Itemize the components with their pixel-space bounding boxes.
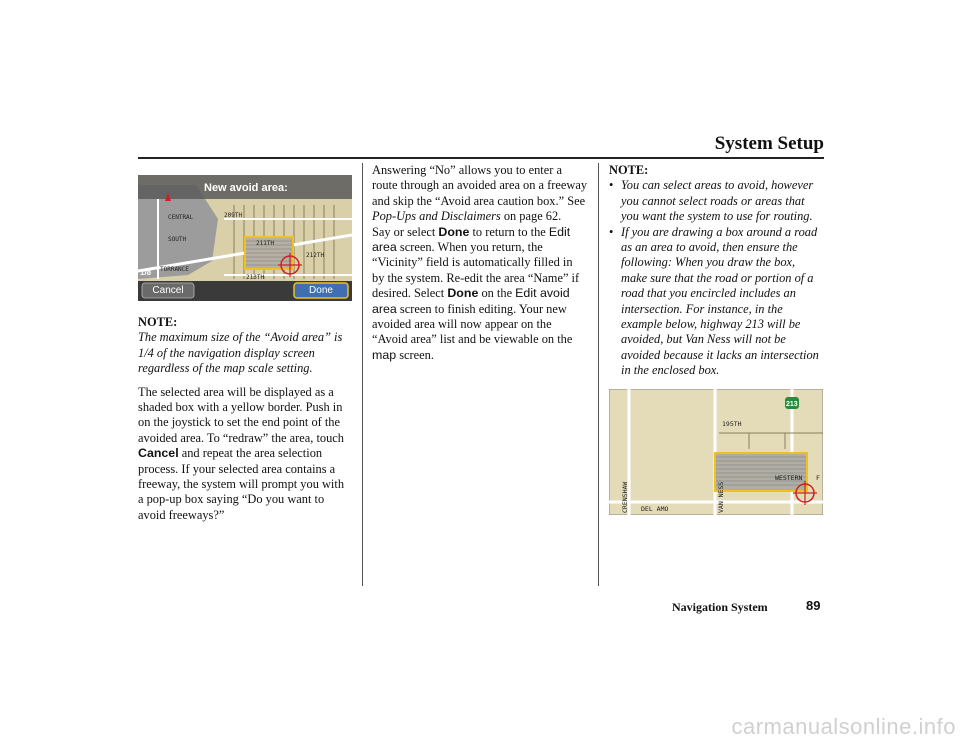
screen-title: New avoid area: bbox=[204, 182, 288, 194]
text: Answering “No” allows you to enter a route through an avoided area on a freeway and skip the “Avoid area caution box.” See bbox=[372, 163, 588, 208]
text: Say or select bbox=[372, 224, 439, 239]
text: The selected area will be displayed as a shaded box with a yellow border. Push in on the joystick to set the end point of the avoided area. To “redraw” the area, touch bbox=[138, 384, 344, 445]
cancel-label: Cancel bbox=[138, 446, 179, 461]
done-label: Done bbox=[447, 286, 479, 301]
column-3 bbox=[609, 163, 823, 379]
text: on the bbox=[478, 286, 516, 301]
street-label: 212TH bbox=[306, 252, 325, 259]
street-label: F bbox=[816, 474, 820, 482]
street-label: DEL AMO bbox=[641, 505, 669, 513]
column-1 bbox=[138, 315, 352, 523]
street-label: VAN NESS bbox=[717, 481, 725, 513]
text: and repeat the area selection process. If your selected area contains a freeway, the system will prompt you with a pop-up box saying “Do you want to avoid freeways?” bbox=[138, 446, 345, 522]
column-divider bbox=[598, 163, 599, 586]
watermark: carmanualsonline.info bbox=[731, 714, 956, 739]
street-label: 195TH bbox=[722, 420, 742, 428]
paragraph bbox=[372, 163, 588, 225]
edit-avoid-area-label: Edit avoid area bbox=[372, 286, 570, 316]
street-label: WESTERN bbox=[775, 474, 803, 482]
street-label: 211TH bbox=[256, 240, 275, 247]
note-text: The maximum size of the “Avoid area” is 1/4 of the navigation display screen regardless of the map scale setting. bbox=[138, 330, 343, 376]
list-item: • If you are drawing a box around a road as an area to avoid, then ensure the following: When you draw the box, make sure that the road or portion of a road that you encircled includes an intersection. For instance, in the example below, highway 213 will be avoided, but Van Ness will not be avoided because it lacks an intersection in the enclosed box. bbox=[609, 225, 823, 379]
note-title: NOTE: bbox=[609, 163, 649, 177]
edit-area-label: Edit area bbox=[372, 224, 571, 255]
done-button[interactable]: Done bbox=[309, 285, 333, 296]
street-label: SOUTH bbox=[168, 236, 187, 243]
street-label: CRENSHAW bbox=[621, 481, 629, 513]
footer-label: Navigation System bbox=[672, 600, 768, 614]
reference: Pop-Ups and Disclaimers bbox=[372, 209, 501, 224]
street-label: TORRANCE bbox=[160, 266, 189, 273]
street-label: 209TH bbox=[224, 212, 243, 219]
page-number: 89 bbox=[806, 598, 821, 613]
street-label: CENTRAL bbox=[168, 214, 194, 221]
column-2 bbox=[372, 163, 588, 363]
highway-example-map-figure bbox=[609, 389, 823, 515]
cancel-button[interactable]: Cancel bbox=[152, 285, 184, 296]
paragraph bbox=[372, 225, 588, 364]
paragraph bbox=[138, 385, 352, 524]
map-label: map bbox=[372, 347, 397, 362]
text: screen. When you return, the “Vicinity” field is automatically filled in by the system. Re-edit the area “Name” if desired. Select bbox=[372, 240, 580, 301]
column-divider bbox=[362, 163, 363, 586]
note-list bbox=[609, 178, 823, 378]
text: screen to finish editing. Your new avoided area will now appear on the “Avoid area” list and be viewable on the bbox=[372, 301, 573, 347]
list-item: • You can select areas to avoid, however you cannot select roads or areas that you want the system to use for routing. bbox=[609, 178, 823, 224]
page-title: System Setup bbox=[714, 133, 824, 154]
done-label: Done bbox=[438, 224, 470, 239]
text: on page 62. bbox=[500, 209, 562, 224]
street-label: 213TH bbox=[246, 274, 265, 281]
highway-shield-label: 213 bbox=[786, 401, 798, 408]
text: screen. bbox=[396, 347, 434, 362]
scale-indicator: 1/8 bbox=[140, 268, 152, 277]
note-title: NOTE: bbox=[138, 315, 178, 329]
text: to return to the bbox=[469, 224, 549, 239]
header-rule bbox=[138, 157, 824, 159]
